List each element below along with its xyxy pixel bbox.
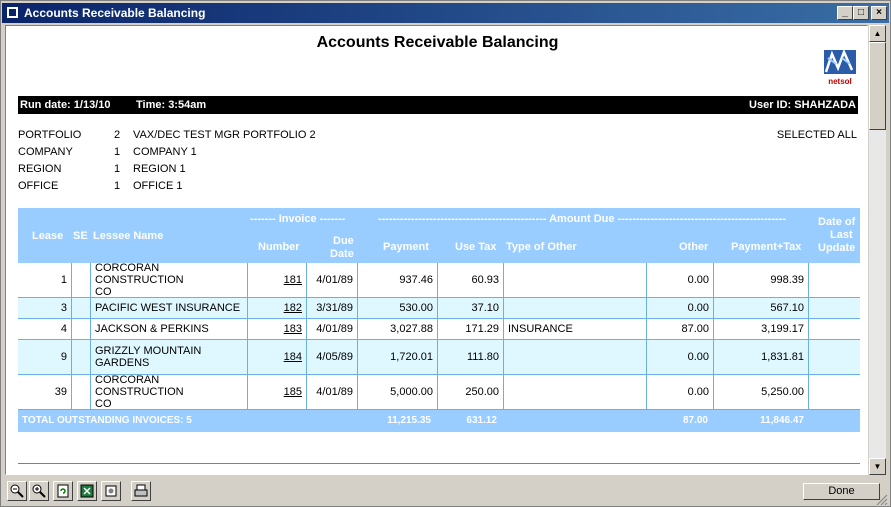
invoice-link[interactable]: 182 <box>283 302 302 314</box>
use-tax-cell: 171.29 <box>437 319 503 339</box>
filter-number: 1 <box>114 163 121 175</box>
lessee-cell <box>90 298 247 318</box>
invoice-number-cell <box>247 319 306 339</box>
total-payment-tax: 11,846.47 <box>760 415 804 426</box>
invoice-number-cell <box>247 298 306 318</box>
vertical-scrollbar[interactable] <box>869 25 886 475</box>
total-label: TOTAL OUTSTANDING INVOICES: 5 <box>22 415 192 426</box>
resize-grip-icon[interactable] <box>874 493 888 505</box>
page-divider <box>18 463 860 464</box>
lease-cell: 4 <box>60 323 67 335</box>
header-last-update-line2[interactable]: Last <box>830 229 853 241</box>
invoice-link[interactable]: 183 <box>283 323 302 335</box>
other-cell: 0.00 <box>646 298 713 318</box>
last-update-cell <box>808 319 860 339</box>
header-payment[interactable]: Payment <box>383 241 429 253</box>
lessee-cell <box>90 319 247 339</box>
lessee-line1: JACKSON & PERKINS <box>95 323 209 335</box>
report-title: Accounts Receivable Balancing <box>316 34 559 51</box>
bottom-toolbar <box>5 479 888 504</box>
payment-tax-cell: 3,199.17 <box>713 319 808 339</box>
se-cell <box>71 319 90 339</box>
se-cell <box>71 340 90 374</box>
payment-tax-cell: 998.39 <box>713 263 808 297</box>
other-cell: 0.00 <box>646 263 713 297</box>
payment-tax-cell: 5,250.00 <box>713 375 808 409</box>
invoice-number-cell <box>247 263 306 297</box>
lease-cell: 3 <box>60 302 67 314</box>
header-last-update-line1[interactable]: Date of <box>818 216 856 228</box>
filter-number: 1 <box>114 180 121 192</box>
lessee-cell <box>90 340 247 374</box>
filter-value: VAX/DEC TEST MGR PORTFOLIO 2 <box>133 129 316 141</box>
report-viewport <box>5 25 868 475</box>
user-id: User ID: SHAHZADA <box>749 99 856 111</box>
lessee-cell <box>90 263 247 297</box>
filter-number: 2 <box>114 129 121 141</box>
invoice-table <box>18 208 860 432</box>
lessee-line1: GRIZZLY MOUNTAIN <box>95 345 202 357</box>
other-cell: 87.00 <box>646 319 713 339</box>
payment-cell: 1,720.01 <box>357 340 437 374</box>
lessee-line2: CO <box>95 398 112 410</box>
zoom-in-icon[interactable] <box>29 481 49 501</box>
page-setup-icon[interactable] <box>101 481 121 501</box>
table-row[interactable] <box>18 263 860 298</box>
se-cell <box>71 298 90 318</box>
table-row[interactable] <box>18 340 860 375</box>
type-of-other-cell <box>503 375 646 409</box>
run-info-bar <box>18 96 858 114</box>
selection-status: SELECTED ALL <box>776 129 857 141</box>
payment-tax-cell: 1,831.81 <box>713 340 808 374</box>
use-tax-cell: 250.00 <box>437 375 503 409</box>
refresh-icon[interactable] <box>53 481 73 501</box>
payment-cell: 937.46 <box>357 263 437 297</box>
payment-cell: 530.00 <box>357 298 437 318</box>
lessee-cell <box>90 375 247 409</box>
header-due-line1[interactable]: Due <box>333 235 354 247</box>
scroll-down-button[interactable]: ▼ <box>869 458 886 475</box>
lessee-line2: GARDENS <box>95 357 150 369</box>
title-bar[interactable] <box>2 3 889 23</box>
type-of-other-cell <box>503 263 646 297</box>
lease-cell: 39 <box>54 386 67 398</box>
table-row[interactable] <box>18 319 860 340</box>
header-lessee-name[interactable]: Lessee Name <box>93 230 164 242</box>
due-date-cell: 4/05/89 <box>306 340 357 374</box>
table-header <box>18 208 860 263</box>
lessee-line1: PACIFIC WEST INSURANCE <box>95 302 241 314</box>
header-invoice-number[interactable]: Number <box>258 241 300 253</box>
type-of-other-cell <box>503 298 646 318</box>
excel-export-icon[interactable] <box>77 481 97 501</box>
se-cell <box>71 263 90 297</box>
header-type-of-other[interactable]: Type of Other <box>506 241 577 253</box>
app-icon <box>6 6 19 19</box>
payment-cell: 5,000.00 <box>357 375 437 409</box>
se-cell <box>71 375 90 409</box>
filter-label: COMPANY <box>18 146 73 158</box>
use-tax-cell: 60.93 <box>437 263 503 297</box>
table-row[interactable] <box>18 298 860 319</box>
invoice-link[interactable]: 184 <box>283 351 302 363</box>
last-update-cell <box>808 298 860 318</box>
payment-tax-cell: 567.10 <box>713 298 808 318</box>
invoice-number-cell <box>247 375 306 409</box>
header-group-amount-due: ---------------------------------------------- Amount Due ---------------------------------------------- <box>377 213 787 225</box>
type-of-other-cell <box>503 340 646 374</box>
scroll-up-button[interactable]: ▲ <box>869 25 886 42</box>
done-button[interactable]: Done <box>803 483 880 500</box>
total-payment: 11,215.35 <box>387 415 431 426</box>
header-se[interactable]: SE <box>73 230 88 242</box>
filter-label: OFFICE <box>18 180 59 192</box>
due-date-cell: 4/01/89 <box>306 263 357 297</box>
scroll-thumb[interactable] <box>869 42 886 130</box>
total-other: 87.00 <box>682 415 708 426</box>
filter-value: REGION 1 <box>133 163 186 175</box>
filter-value: OFFICE 1 <box>133 180 183 192</box>
maximize-button[interactable]: □ <box>853 6 869 20</box>
payment-cell: 3,027.88 <box>357 319 437 339</box>
invoice-link[interactable]: 185 <box>283 386 302 398</box>
due-date-cell: 4/01/89 <box>306 375 357 409</box>
logo-text: netsol <box>828 77 852 86</box>
other-cell: 0.00 <box>646 375 713 409</box>
header-lease[interactable]: Lease <box>32 230 64 242</box>
type-of-other-cell: INSURANCE <box>503 319 646 339</box>
total-use-tax: 631.12 <box>466 415 497 426</box>
header-use-tax[interactable]: Use Tax <box>455 241 497 253</box>
header-last-update-line3[interactable]: Update <box>818 242 856 254</box>
zoom-out-icon[interactable] <box>7 481 27 501</box>
other-cell: 0.00 <box>646 340 713 374</box>
run-date: Run date: 1/13/10 <box>20 99 111 111</box>
lessee-line1: CORCORAN CONSTRUCTION <box>95 374 184 398</box>
header-other[interactable]: Other <box>679 241 709 253</box>
totals-row <box>18 410 860 432</box>
close-button[interactable]: × <box>871 6 887 20</box>
filter-label: REGION <box>18 163 62 175</box>
lessee-line2: CO <box>95 286 112 298</box>
filter-number: 1 <box>114 146 121 158</box>
window-title: Accounts Receivable Balancing <box>24 6 206 20</box>
lease-cell: 9 <box>60 351 67 363</box>
header-group-invoice: ------- Invoice ------- <box>250 213 346 225</box>
lease-cell: 1 <box>60 274 67 286</box>
due-date-cell: 3/31/89 <box>306 298 357 318</box>
print-icon[interactable] <box>131 481 151 501</box>
minimize-button[interactable]: _ <box>837 6 853 20</box>
header-due-line2[interactable]: Date <box>330 248 354 260</box>
filter-label: PORTFOLIO <box>18 129 82 141</box>
invoice-link[interactable]: 181 <box>283 274 302 286</box>
last-update-cell <box>808 263 860 297</box>
use-tax-cell: 111.80 <box>437 340 503 374</box>
due-date-cell: 4/01/89 <box>306 319 357 339</box>
last-update-cell <box>808 375 860 409</box>
table-row[interactable] <box>18 375 860 410</box>
invoice-number-cell <box>247 340 306 374</box>
last-update-cell <box>808 340 860 374</box>
lessee-line1: CORCORAN CONSTRUCTION <box>95 262 184 286</box>
filter-value: COMPANY 1 <box>133 146 197 158</box>
header-payment-tax[interactable]: Payment+Tax <box>731 241 802 253</box>
use-tax-cell: 37.10 <box>437 298 503 318</box>
run-time: Time: 3:54am <box>136 99 207 111</box>
